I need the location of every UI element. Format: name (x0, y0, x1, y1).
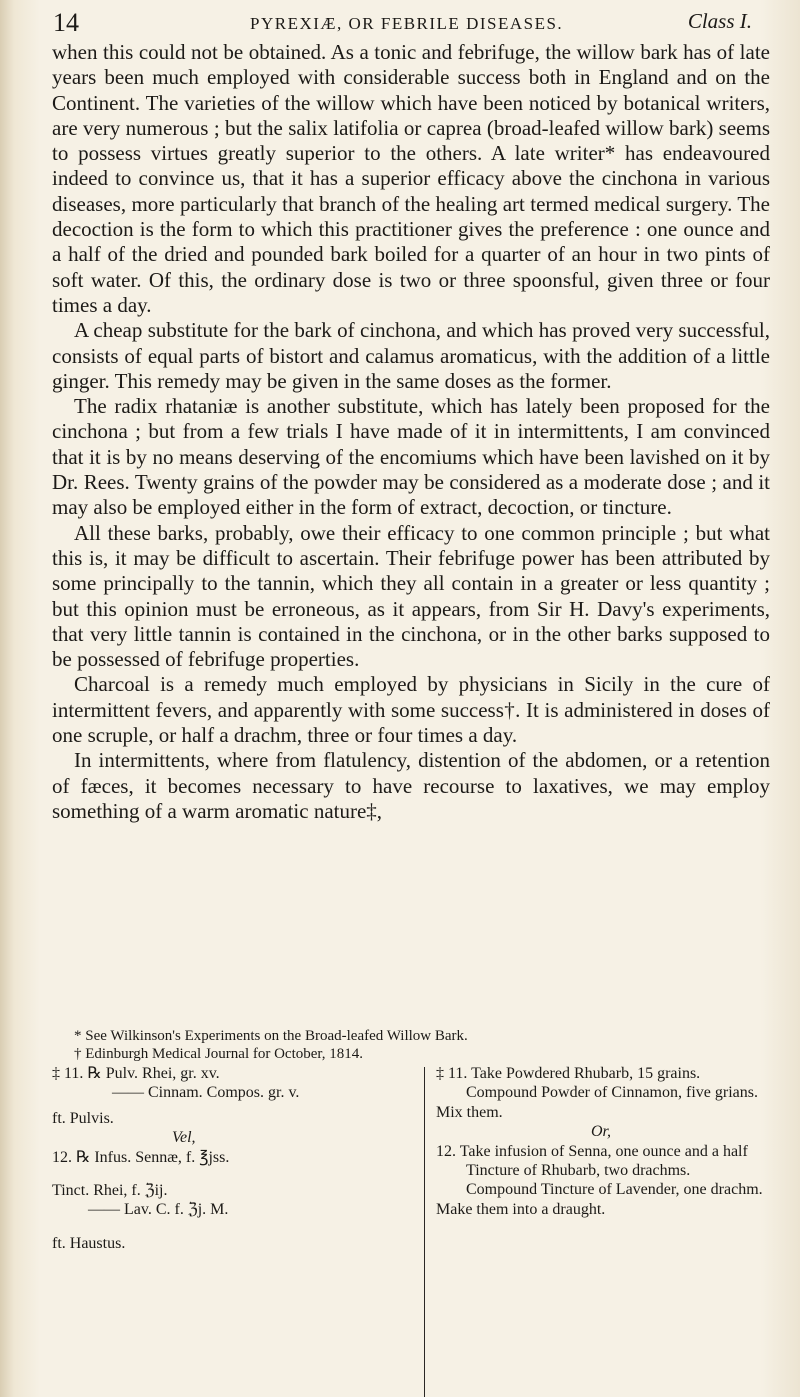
english-line: Make them into a draught. (436, 1200, 606, 1218)
class-label: Class I. (687, 9, 752, 33)
english-line: Compound Powder of Cinnamon, five grians. (466, 1084, 758, 1102)
english-line: 12. Take infusion of Senna, one ounce and a half (436, 1142, 748, 1160)
latin-line: —— Lav. C. f. ℨj. M. (88, 1201, 229, 1219)
latin-line: 12. ℞ Infus. Sennæ, f. ℥jss. (52, 1148, 230, 1166)
english-line: Compound Tincture of Lavender, one drachm. (466, 1181, 763, 1199)
latin-line: Vel, (172, 1129, 196, 1147)
english-line: Mix them. (436, 1103, 503, 1121)
latin-prescriptions (52, 1064, 412, 1253)
latin-line: —— Cinnam. Compos. gr. v. (112, 1084, 300, 1102)
footnote-edinburgh: † Edinburgh Medical Journal for October, 1814. (74, 1046, 364, 1062)
english-prescriptions (436, 1064, 766, 1219)
page-number: 14 (53, 8, 79, 37)
paragraph-common-principle: All these barks, probably, owe their efficacy to one common principle ; but what this is, it may be difficult to ascertain. Their febrifuge power has been attributed by some principally to the tannin, which they all contain in a greater or less quantity ; but this opinion must be erroneous, as it appears, from Sir H. Davy's experiments, that very little tannin is contained in the cinchona, or in the other barks supposed to be possessed of febrifuge properties. (52, 520, 770, 672)
column-divider (424, 1067, 425, 1397)
paragraph-bistort-substitute: A cheap substitute for the bark of cinchona, and which has proved very successful, consists of equal parts of bistort and calamus aromaticus, with the addition of a little ginger. This remedy may be given in the same doses as the former. (52, 318, 770, 393)
paragraph-charcoal: Charcoal is a remedy much employed by physicians in Sicily in the cure of intermittent fevers, and apparently with some success†. It is administered in doses of one scruple, or half a drachm, three or four times a day. (52, 672, 770, 748)
latin-line: ft. Pulvis. (52, 1109, 114, 1127)
latin-line: ft. Haustus. (52, 1234, 126, 1252)
paragraph-willow-bark: when this could not be obtained. As a tonic and febrifuge, the willow bark has of late years been much employed with considerable success both in England and on the Continent. The varieties of the willow which have been noticed by botanical writers, are very numerous ; but the salix latifolia or caprea (broad-leafed willow bark) seems to possess virtues greatly superior to the others. A late writer* has endeavoured indeed to convince us, that it has a superior efficacy above the cinchona in various diseases, more particularly that branch of the healing art termed medical surgery. The decoction is the form to which this practitioner gives the preference : one ounce and a half of the dried and pounded bark boiled for a quarter of an hour in two pints of soft water. Of this, the ordinary dose is two or three spoonsful, given three or four times a day. (52, 40, 770, 317)
main-text (52, 40, 770, 824)
english-line: Tincture of Rhubarb, two drachms. (466, 1162, 691, 1180)
footnotes (52, 1027, 770, 1063)
english-line: ‡ 11. Take Powdered Rhubarb, 15 grains. (436, 1065, 701, 1082)
latin-line: ‡ 11. ℞ Pulv. Rhei, gr. xv. (52, 1065, 220, 1082)
english-line: Or, (590, 1123, 611, 1141)
page-header (50, 6, 760, 36)
running-title: PYREXIÆ, OR FEBRILE DISEASES. (250, 14, 564, 33)
paragraph-radix-rhataniae: The radix rhataniæ is another substitute, which has lately been proposed for the cinchona ; but from a few trials I have made of it in intermittents, I am convinced that it is by no means deserving of the encomiums which have been lavished on it by Dr. Rees. Twenty grains of the powder may be considered as a moderate dose ; and it may also be employed either in the form of extract, decoction, or tincture. (52, 394, 770, 520)
footnote-wilkinson: * See Wilkinson's Experiments on the Broad-leafed Willow Bark. (74, 1028, 468, 1044)
paragraph-laxatives: In intermittents, where from flatulency, distention of the abdomen, or a retention of fæces, it becomes necessary to have recourse to laxatives, we may employ something of a warm aromatic nature‡, (52, 748, 770, 823)
latin-line: Tinct. Rhei, f. ℨij. (52, 1182, 168, 1200)
